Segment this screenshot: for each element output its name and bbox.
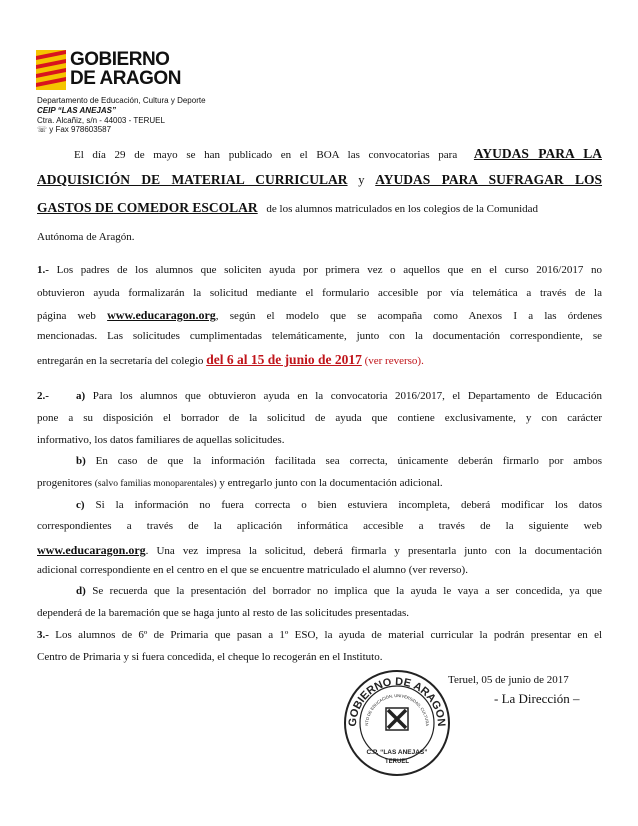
- stamp-city: TERUEL: [385, 759, 409, 765]
- p2-d-line-2: dependerá de la baremación que se haga junto al resto de las solicitudes presentadas.: [37, 607, 410, 619]
- aragon-flag-icon: [36, 50, 66, 90]
- p1-line-4: mencionadas. Las solicitudes cumplimentadas telemáticamente, junto con la documentación correspondiente, se: [37, 330, 602, 342]
- place-date: Teruel, 05 de junio de 2017: [448, 674, 569, 686]
- p3-line-1: 3.- Los alumnos de 6º de Primaria que pasan a 1º ESO, la ayuda de material curricular la podrán presentar en el: [37, 629, 603, 641]
- p3-line-2: Centro de Primaria y si fuera concedida, el cheque lo recogerán en el Instituto.: [37, 651, 383, 663]
- p2-a-line-1: a) Para los alumnos que obtuvieron ayuda en la convocatoria 2016/2017, el Departamento de Educación: [76, 390, 602, 402]
- p1-line-5: entregarán en la secretaría del colegio del 6 al 15 de junio de 2017 (ver reverso).: [37, 352, 424, 367]
- intro-line-3: GASTOS DE COMEDOR ESCOLAR de los alumnos matriculados en los colegios de la Comunidad: [37, 200, 539, 215]
- p1-line-1: 1.- Los padres de los alumnos que soliciten ayuda por primera vez o aquellos que en el curso 2016/2017 no: [37, 264, 603, 276]
- logo-line-2: DE ARAGON: [70, 68, 181, 89]
- department-name: Departamento de Educación, Cultura y Deporte: [37, 96, 206, 105]
- intro-line-1: El día 29 de mayo se han publicado en el BOA las convocatorias para AYUDAS PARA LA: [74, 146, 602, 161]
- educaragon-link[interactable]: www.educaragon.org: [107, 308, 216, 322]
- stamp-emblem: [386, 708, 408, 730]
- school-name: CEIP “LAS ANEJAS”: [37, 106, 116, 115]
- intro-line-4: Autónoma de Aragón.: [37, 231, 135, 243]
- educaragon-link-2[interactable]: www.educaragon.org: [37, 543, 146, 557]
- gobierno-aragon-logo: [36, 48, 186, 92]
- p2-a-line-2: pone a su disposición el borrador de la solicitud de ayuda que contiene exclusivamente, y con carácter: [37, 412, 602, 424]
- deadline-date: del 6 al 15 de junio de 2017: [206, 352, 362, 367]
- school-address: Ctra. Alcañiz, s/n - 44003 - TERUEL: [37, 116, 165, 125]
- p1-line-2: obtuvieron ayuda formalizarán la solicitud mediante el formulario accesible por vía telemática a través de la: [37, 287, 602, 299]
- p2-c-line-2: correspondientes a través de la aplicación informática accesible a través de la siguiente web: [37, 520, 602, 532]
- p2-c-line-4: adicional correspondiente en el centro en el que se encuentre matriculado el alumno (ver reverso).: [37, 564, 468, 576]
- school-phone: ☏ y Fax 978603587: [37, 125, 112, 134]
- p2-b-line-1: b) En caso de que la información facilitada sea correcta, únicamente deberán firmarlo por ambos: [76, 455, 603, 467]
- signature-line: - La Dirección –: [494, 691, 580, 706]
- logo-line-1: GOBIERNO: [70, 49, 170, 70]
- stamp-top-text: GOBIERNO DE ARAGON: [346, 675, 448, 727]
- school-stamp-icon: [342, 668, 452, 778]
- p2-a-line-3: informativo, los datos familiares de aquellas solicitudes.: [37, 434, 285, 446]
- p2-b-line-2: progenitores (salvo familias monoparentales) y entregarlo junto con la documentación adicional.: [37, 477, 443, 489]
- stamp-inner-text: NTO DE EDUCACIÓN, UNIVERSIDAD, CULTURA: [363, 692, 431, 726]
- title-ayudas: AYUDAS PARA LA: [473, 146, 602, 161]
- intro-line-2: ADQUISICIÓN DE MATERIAL CURRICULAR y AYUDAS PARA SUFRAGAR LOS: [37, 172, 603, 187]
- p2-c-line-3: www.educaragon.org. Una vez impresa la solicitud, deberá firmarla y presentarla junto con la documentación: [37, 543, 602, 557]
- p2-c-line-1: c) Si la información no fuera correcta o bien estuviera incompleta, deberá modificar los datos: [76, 499, 603, 511]
- p1-line-3: página web www.educaragon.org, según el modelo que se acompaña como Anexos I a las órdenes: [37, 308, 602, 322]
- stamp-bottom-text: C.P. “LAS ANEJAS”: [366, 749, 428, 756]
- p2-num: 2.-: [37, 390, 49, 402]
- p2-d-line-1: d) Se recuerda que la presentación del borrador no implica que la ayuda le vaya a ser concedida, ya que: [76, 585, 602, 597]
